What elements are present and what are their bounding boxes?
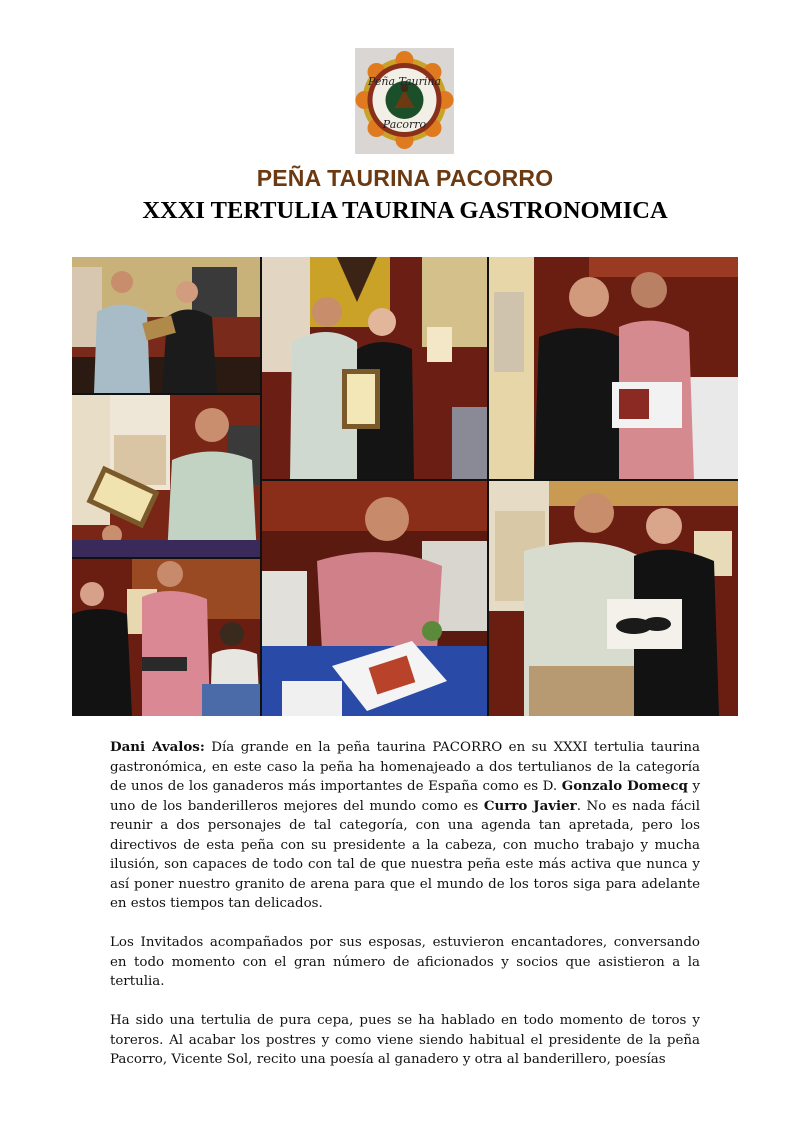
guest-name-1: Gonzalo Domecq — [561, 778, 688, 794]
article-paragraph-3: Ha sido una tertulia de pura cepa, pues se ha hablado en todo momento de toros y toreros. Al acabar los postres y como viene siendo habitual el presidente de la peña Pacorro, Vicente Sol, recito una poesía al ganadero y otra al banderillero, poesías — [110, 1013, 700, 1067]
article-body — [110, 738, 700, 1089]
photo-plaque-presentation-left — [72, 257, 260, 393]
photo-two-men-bull-picture — [489, 481, 738, 716]
article-author: Dani Avalos: — [110, 739, 205, 755]
photo-man-signing-book — [262, 481, 487, 716]
photo-plaque-presentation-center — [262, 257, 487, 479]
guest-name-2: Curro Javier — [483, 797, 577, 814]
svg-text:Peña Taurina: Peña Taurina — [367, 75, 442, 88]
article-paragraph-1: Dani Avalos: Día grande en la peña taurina PACORRO en su XXXI tertulia taurina gastronómica, en este caso la peña ha homenajeado a dos tertulianos de la categoría de unos de los ganaderos más importantes de España como es D. Gonzalo Domecq y uno de los banderilleros mejores del mundo como es Curro Javier. No es nada fácil reunir a dos personajes de tal categoría, con una agenda tan apretada, pero los directivos de esta peña con su presidente a la cabeza, con mucho trabajo y mucha ilusión, son capaces de todo con tal de que nuestra peña este más activa que nunca y así poner nuestro granito de arena para que el mundo de los toros siga para adelante en estos tiempos tan delicados. — [110, 739, 701, 911]
page-title: PEÑA TAURINA PACORRO — [256, 165, 554, 191]
page-subtitle: XXXI TERTULIA TAURINA GASTRONOMICA — [142, 197, 668, 224]
article-paragraph-2: Los Invitados acompañados por sus esposas, estuvieron encantadores, conversando en todo momento con el gran número de aficionados y socios que asistieron a la tertulia. — [110, 935, 700, 989]
photo-collage — [72, 257, 738, 716]
photo-two-men-portrait — [489, 257, 738, 479]
pena-logo — [355, 48, 454, 154]
photo-man-holding-plaque — [72, 395, 260, 557]
svg-text:Pacorro: Pacorro — [382, 118, 427, 131]
photo-group-gift — [72, 559, 260, 716]
pena-badge-icon — [355, 48, 454, 154]
